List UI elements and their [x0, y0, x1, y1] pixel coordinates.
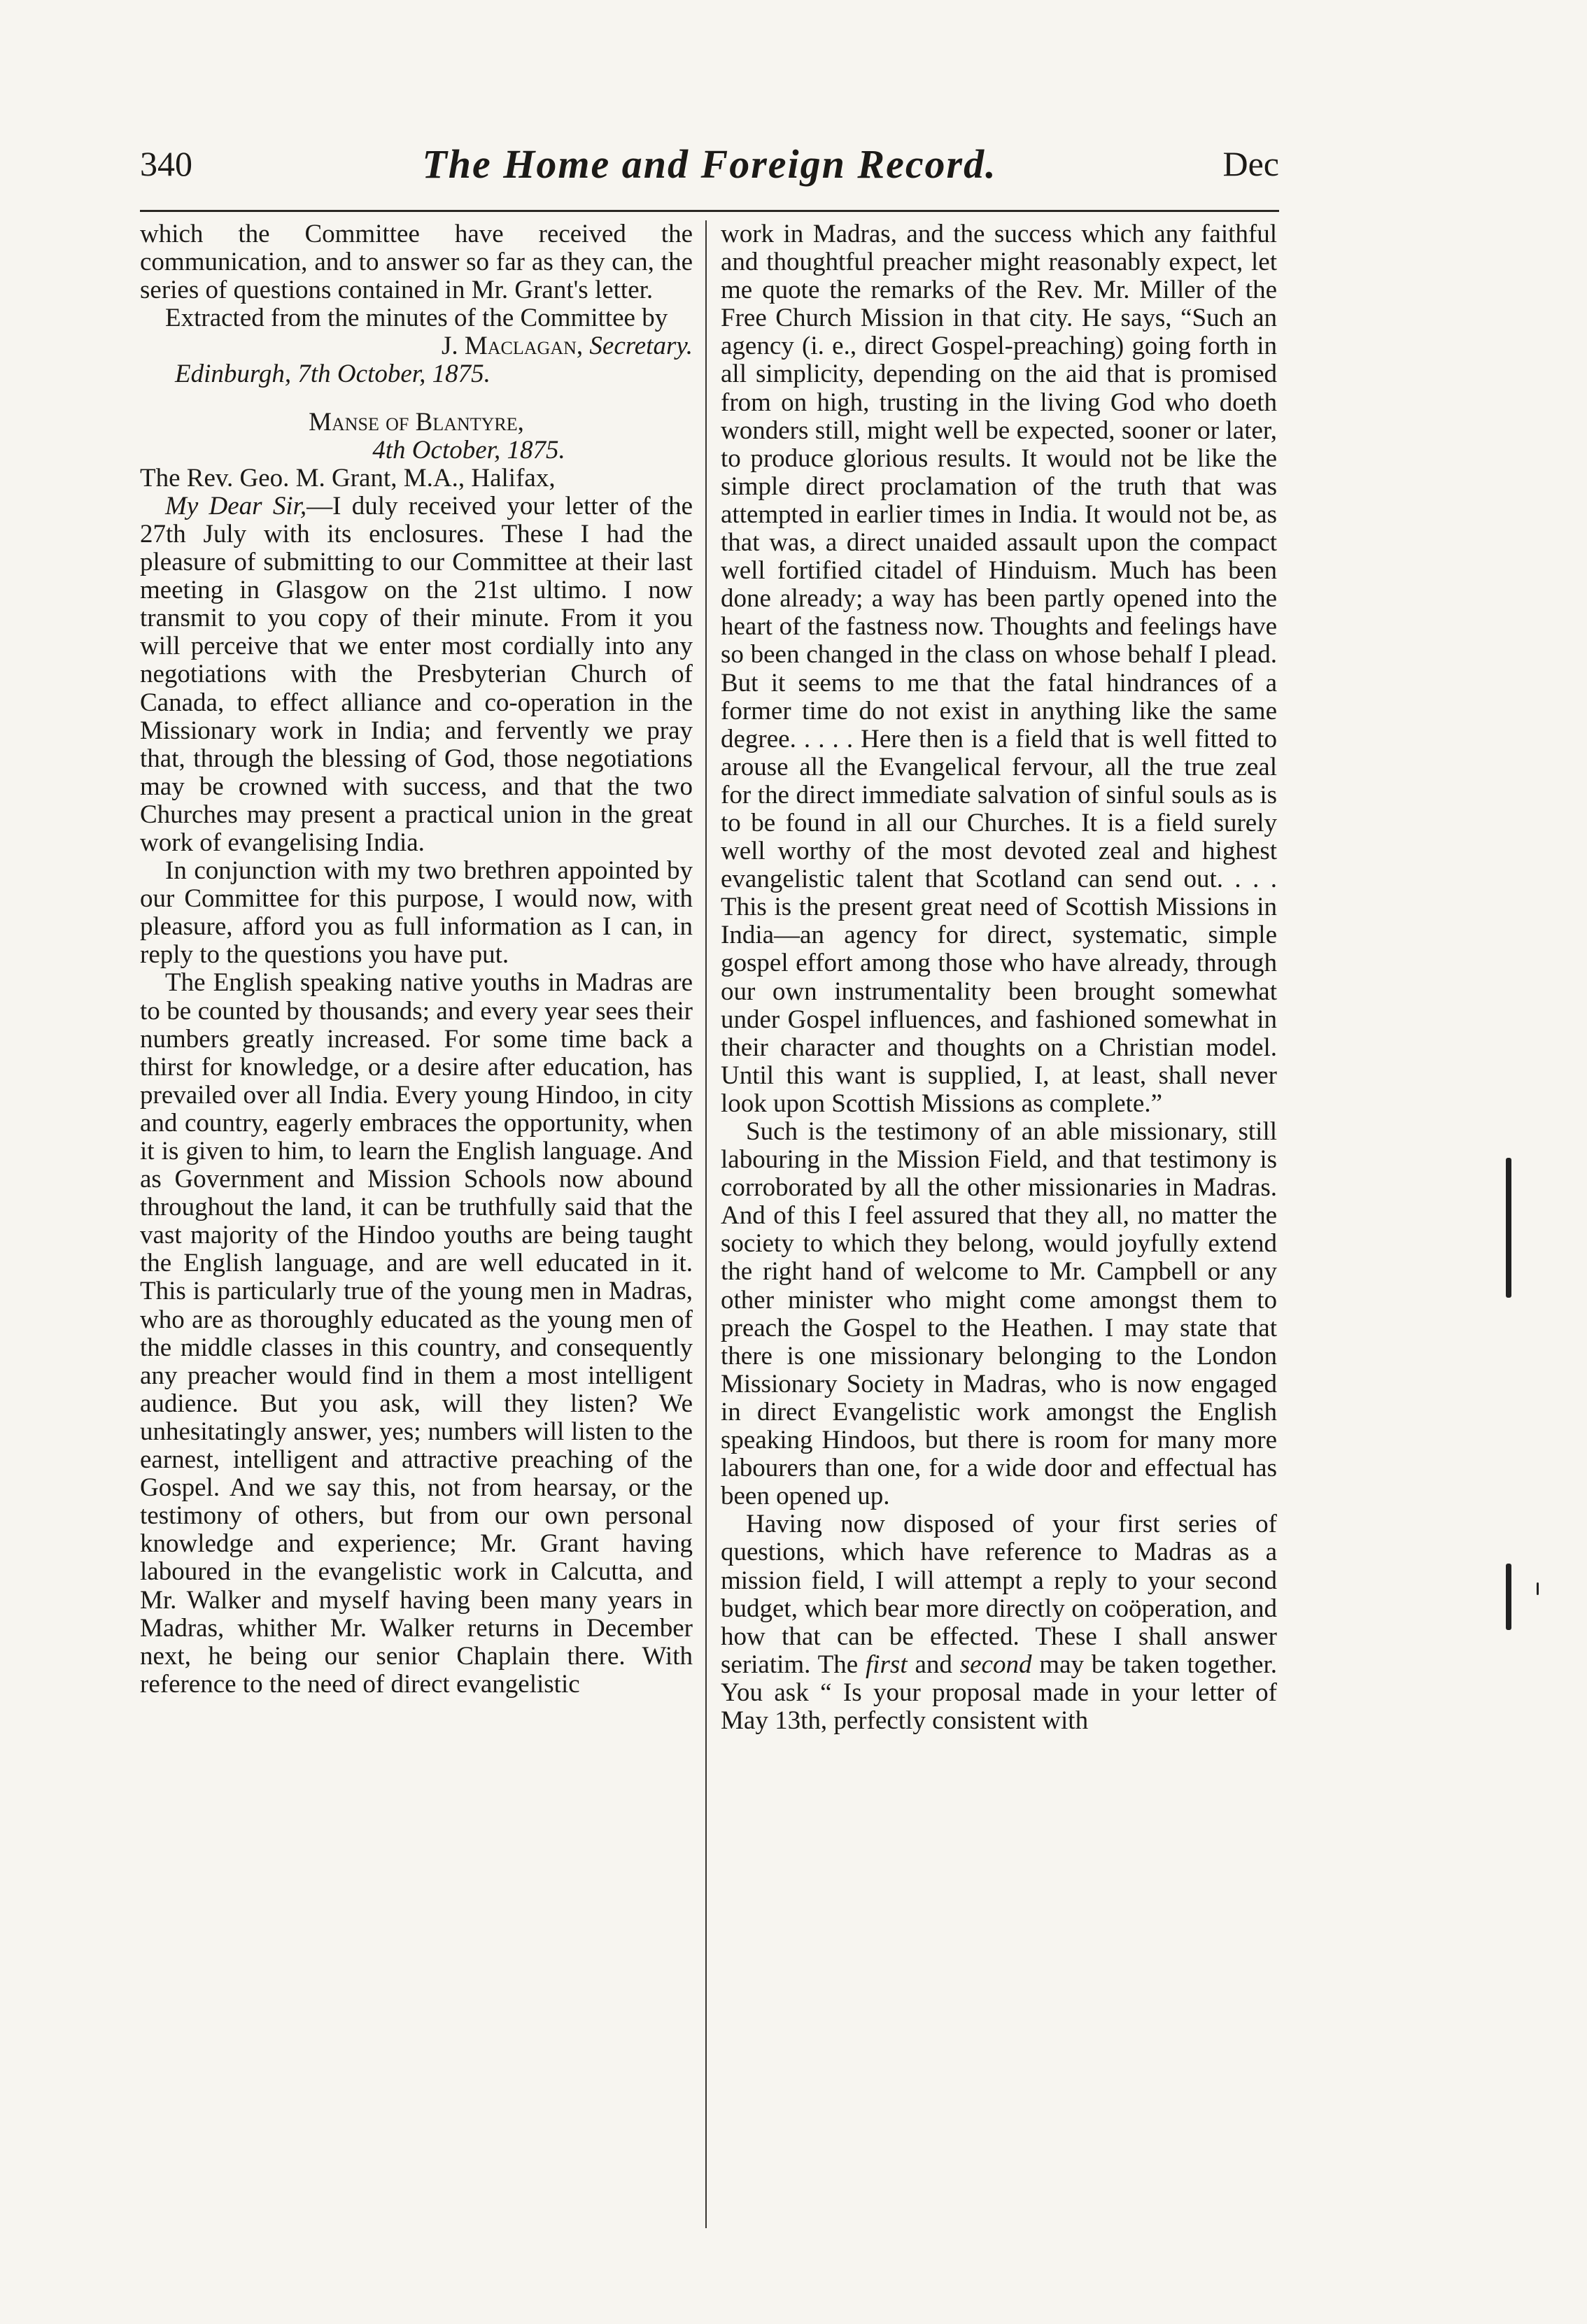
emphasis-text: second [959, 1650, 1032, 1679]
paragraph-text: and [907, 1650, 960, 1679]
header-rule [140, 210, 1279, 212]
running-month: Dec [1222, 144, 1279, 183]
column-divider [705, 220, 707, 2228]
margin-mark [1506, 1158, 1511, 1298]
paragraph: In conjunction with my two brethren appointed by our Committee for this purpose, I would now, with pleasure, afford you as full information as I can, in reply to the questions you have put. [140, 856, 693, 970]
signatory-name: J. Maclagan, [441, 332, 584, 361]
paragraph-text: Having now disposed of your first series of questions, which have reference to Madras as a mission field, I will attempt a reply to your second budget, which bear more directly on coöperation, and how that can be effected. These I shall answer seriatim. The [721, 1510, 1277, 1679]
salutation: My Dear Sir, [165, 491, 307, 520]
left-column [140, 220, 693, 1699]
paragraph: Extracted from the minutes of the Committee by [165, 304, 668, 333]
page-number: 340 [140, 144, 192, 183]
paragraph-text: may be taken together. You ask “ Is your proposal made in your letter of May 13th, perfectly consistent with [721, 1650, 1277, 1735]
signature-line [140, 332, 693, 360]
margin-mark [1506, 1564, 1511, 1630]
page-header [140, 143, 1279, 199]
paragraph: The English speaking native youths in Madras are to be counted by thousands; and every year sees their numbers greatly increased. For some time back a thirst for knowledge, or a desire after education, has prevailed over all India. Every young Hindoo, in city and country, eagerly embraces the opportunity, when it is given to him, to learn the English language. And as Government and Mission Schools now abound throughout the land, it can be truthfully said that the vast majority of the Hindoo youths are being taught the English language, and are well educated in it. This is particularly true of the young men in Madras, who are as thoroughly educated as the young men of the middle classes in this country, and consequently any preacher would find in them a most intelligent audience. But you ask, will they listen? We unhesitatingly answer, yes; numbers will listen to the earnest, intelligent and attractive preaching of the Gospel. And we say this, not from hearsay, or the testimony of others, but from our own personal knowledge and experience; Mr. Grant having laboured in the evangelistic work in Calcutta, and Mr. Walker and myself having been many years in Madras, whither Mr. Walker returns in December next, he being our senior Chaplain there. With reference to the need of direct evangelistic [140, 968, 693, 1699]
margin-mark [1537, 1582, 1539, 1595]
date-line: Edinburgh, 7th October, 1875. [175, 360, 491, 389]
signatory-role: Secretary. [589, 332, 693, 361]
letter-date: 4th October, 1875. [372, 435, 565, 465]
addressee: The Rev. Geo. M. Grant, M.A., Halifax, [140, 463, 556, 493]
paragraph [140, 493, 693, 857]
paragraph [721, 1510, 1277, 1735]
paragraph: work in Madras, and the success which any faithful and thoughtful preacher might reasonably expect, let me quote the remarks of the Rev. Mr. Miller of the Free Church Mission in that city. He says, “Such an agency (i. e., direct Gospel-preaching) going forth in all simplicity, depending on the aid that is promised from on high, trusting in the living God who doeth wonders still, might well be expected, sooner or later, to produce glorious results. It would not be like the simple direct proclamation of the truth that was attempted in earlier times in India. It would not be, as that was, a direct unaided assault upon the compact well fortified citadel of Hinduism. Much has been done already; a way has been partly opened into the heart of the fastness now. Thoughts and feelings have so been changed in the class on whose behalf I plead. But it seems to me that the fatal hindrances of a former time do not exist in anything like the same degree. . . . . Here then is a field that is well fitted to arouse all the Evangelical fervour, all the true zeal for the direct immediate salvation of sinful souls as is to be found in all our Churches. It is a field surely well worthy of the most devoted zeal and highest evangelistic talent that Scotland can send out. . . . This is the present great need of Scottish Missions in India—an agency for direct, systematic, simple gospel effort among those who have already, through our own instrumentality been brought somewhat under Gospel influences, and fashioned somewhat in their character and thoughts on a Christian model. Until this want is supplied, I, at least, shall never look upon Scottish Missions as complete.” [721, 220, 1277, 1118]
letter-heading: Manse of Blantyre, [309, 407, 524, 437]
right-column [721, 220, 1277, 1735]
journal-title: The Home and Foreign Record. [422, 141, 997, 187]
paragraph: which the Committee have received the communication, and to answer so far as they can, the series of questions contained in Mr. Grant's letter. [140, 220, 693, 305]
paragraph-text: —I duly received your letter of the 27th July with its enclosures. These I had the pleasure of submitting to our Committee at their last meeting in Glasgow on the 21st ultimo. I now transmit to you copy of their minute. From it you will perceive that we enter most cordially into any negotiations with the Presbyterian Church of Canada, to effect alliance and co-operation in the Missionary work in India; and fervently we pray that, through the blessing of God, those negotiations may be crowned with success, and that the two Churches may present a practical union in the great work of evangelising India. [140, 491, 693, 857]
paragraph: Such is the testimony of an able missionary, still labouring in the Mission Field, and that testimony is corroborated by all the other missionaries in Madras. And of this I feel assured that they all, no matter the society to which they belong, would joyfully extend the right hand of welcome to Mr. Campbell or any other minister who might come amongst them to preach the Gospel to the Heathen. I may state that there is one missionary belonging to the London Missionary Society in Madras, who is now engaged in direct Evangelistic work amongst the English speaking Hindoos, but there is room for many more labourers than one, for a wide door and effectual has been opened up. [721, 1117, 1277, 1511]
emphasis-text: first [865, 1650, 908, 1679]
